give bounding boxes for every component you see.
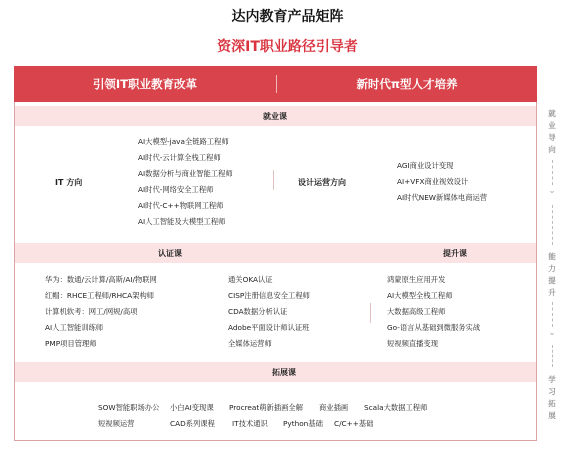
list-item: AI人工智能及大模型工程师 xyxy=(138,217,226,226)
expansion-band xyxy=(15,362,536,382)
expansion-item: CAD系列课程 xyxy=(170,419,215,428)
certification-mid-list xyxy=(228,275,310,355)
expansion-label: 拓展课 xyxy=(272,368,296,377)
list-item: AI大模型全栈工程师 xyxy=(387,291,453,300)
banner-right-text: 新时代π型人才培养 xyxy=(356,77,458,91)
side-label-ability: 能力提升 xyxy=(548,252,556,297)
employment-divider xyxy=(273,170,274,190)
list-item: 全媒体运营师 xyxy=(228,339,272,348)
list-item: AI时代-云计算全栈工程师 xyxy=(138,153,221,162)
list-item: AI大模型-java全链路工程师 xyxy=(138,137,229,146)
expansion-item: 短视频运营 xyxy=(98,419,135,428)
page-title: 达内教育产品矩阵 xyxy=(231,9,344,25)
list-item: 通关OKA认证 xyxy=(228,275,273,284)
list-item: Go-语言从基础到微服务实战 xyxy=(387,323,481,332)
page-subtitle: 资深IT职业路径引导者 xyxy=(217,39,358,55)
list-item: PMP项目管理师 xyxy=(45,339,97,348)
it-direction-list xyxy=(138,137,233,233)
list-item: AI数据分析与商业智能工程师 xyxy=(138,169,233,178)
list-item: 红帽：RHCE工程师/RHCA架构师 xyxy=(45,291,155,300)
top-banner xyxy=(14,66,537,102)
design-direction-label: 设计运营方向 xyxy=(298,178,346,187)
cert-upgrade-divider xyxy=(370,303,371,323)
certification-left-list xyxy=(45,275,157,355)
expansion-item: Python基础 xyxy=(283,419,323,428)
list-item: AI时代-网络安全工程师 xyxy=(138,185,214,194)
list-item: AI+VFX商业视效设计 xyxy=(397,177,469,186)
expansion-item: Procreat萌新插画全解 xyxy=(229,403,304,412)
list-item: AI时代-C++物联网工程师 xyxy=(138,201,224,210)
certification-label: 认证课 xyxy=(158,249,182,258)
expansion-item: SOW智能职场办公 xyxy=(98,403,160,412)
expansion-item: C/C++基础 xyxy=(334,419,374,428)
side-dash-2b xyxy=(552,345,554,367)
expansion-item: Scala大数据工程师 xyxy=(364,403,428,412)
side-label-learning: 学习拓展 xyxy=(548,375,556,420)
side-label-employment: 就业导向 xyxy=(548,109,556,154)
cert-upgrade-band xyxy=(15,243,536,263)
down-arrow-icon: ⌄ xyxy=(548,328,556,338)
upgrade-list xyxy=(387,275,480,355)
list-item: 大数据高级工程师 xyxy=(387,307,446,316)
list-item: CISP注册信息安全工程师 xyxy=(228,291,310,300)
list-item: Adobe平面设计师认证班 xyxy=(228,323,310,332)
side-dash-2a xyxy=(552,302,554,327)
list-item: AGI商业设计变现 xyxy=(397,161,454,170)
down-arrow-icon: ⌄ xyxy=(548,186,556,196)
it-direction-label: IT 方向 xyxy=(55,178,83,187)
expansion-item: 商业插画 xyxy=(319,403,349,412)
employment-label: 就业课 xyxy=(263,112,287,121)
list-item: AI时代NEW新媒体电商运营 xyxy=(397,193,488,202)
expansion-item: IT技术通识 xyxy=(232,419,268,428)
list-item: 短视频直播变现 xyxy=(387,339,439,348)
list-item: CDA数据分析认证 xyxy=(228,307,288,316)
list-item: 华为：数通/云计算/高斯/AI/物联网 xyxy=(45,275,157,284)
expansion-item: 小白AI变现课 xyxy=(170,403,214,412)
list-item: 计算机软考：网工/网规/高项 xyxy=(45,307,138,316)
list-item: 鸿蒙原生应用开发 xyxy=(387,275,446,284)
list-item: AI人工智能训练师 xyxy=(45,323,104,332)
side-dash-1a xyxy=(552,160,554,185)
design-direction-list xyxy=(397,161,487,209)
banner-left-text: 引领IT职业教育改革 xyxy=(92,77,198,91)
side-dash-1b xyxy=(552,205,554,245)
employment-band xyxy=(15,106,536,126)
upgrade-label: 提升课 xyxy=(443,249,467,258)
